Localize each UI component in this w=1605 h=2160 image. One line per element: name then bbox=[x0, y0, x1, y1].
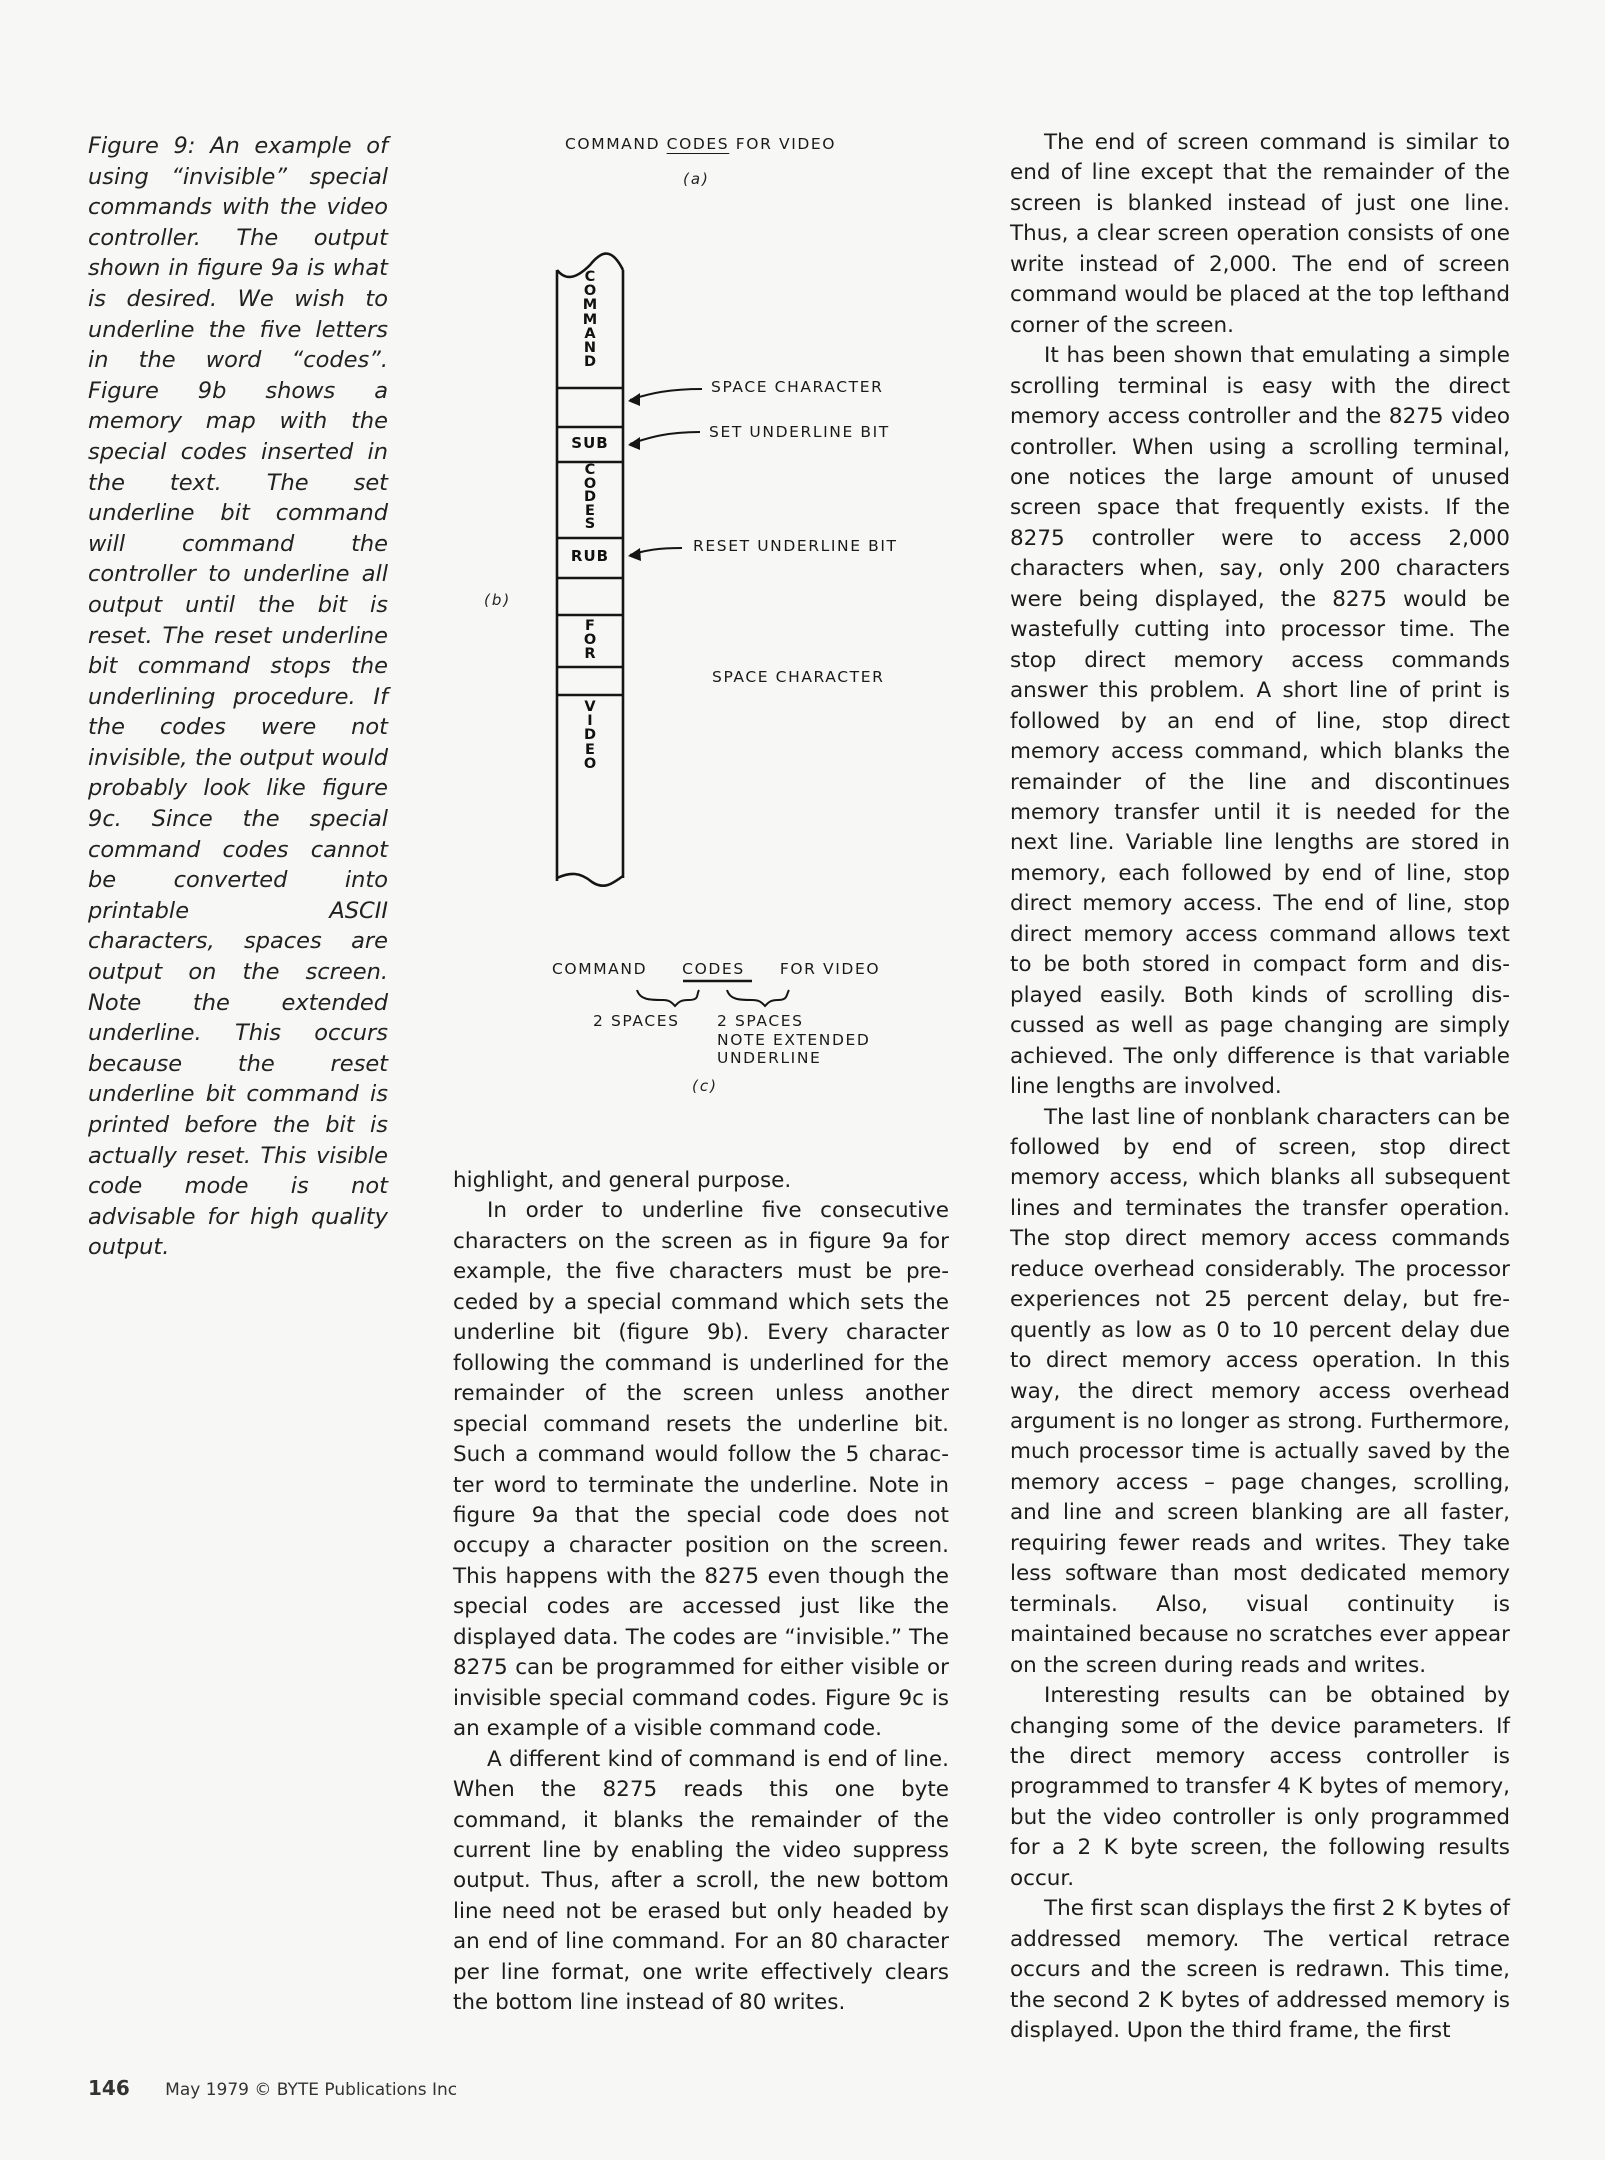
page-footer bbox=[88, 2076, 457, 2100]
annotation-space-character-2: SPACE CHARACTER bbox=[712, 668, 885, 686]
paragraph: Interesting results can be obtained by changing some of the device parameters. If the direct memory access controller is programmed to transfer 4 K bytes of memory, but the video controller is only programmed for a 2 K byte screen, the following results occur. bbox=[1010, 1683, 1510, 1891]
brace-right-line: NOTE EXTENDED bbox=[717, 1030, 871, 1049]
cell-command: C O M M A N D bbox=[582, 269, 598, 371]
brace-right-line: 2 SPACES bbox=[717, 1012, 804, 1030]
figure-9b-label: (b) bbox=[484, 591, 512, 609]
cell-rub: RUB bbox=[570, 547, 610, 565]
fig-a-word: COMMAND bbox=[565, 135, 661, 153]
article-column-middle bbox=[453, 1166, 949, 2019]
figure-caption: Figure 9: An example of using “invisible” special commands with the video controller. The output shown in figure 9a is what is desired. We wish to underline the five letters in the word “codes”. Figure 9b shows a memory map with the special codes inserted in the text. The set underline bit command will command the controller to underline all output until the bit is reset. The reset underline bit command stops the underlining procedure. If the codes were not invisible, the output would probably look like figure 9c. Since the special command codes cannot be converted into printable ASCII characters, spaces are output on the screen. Note the extended underline. This occurs because the reset underline bit command is printed before the bit is actually reset. This visible code mode is not advisable for high quality output. bbox=[88, 133, 388, 1261]
paragraph: The first scan displays the first 2 K bytes of addressed memory. The vertical retrace occurs and the screen is redrawn. This time, the second 2 K bytes of addressed memory is displayed. Upon the third frame, the first bbox=[1010, 1896, 1510, 2044]
paragraph: The end of screen command is similar to end of line except that the remainder of the screen is blanked instead of just one line. Thus, a clear screen operation consists of one write instead of 2,000. The end of screen command would be placed at the top lefthand corner of the screen. bbox=[1010, 130, 1510, 338]
fig-c-word: CODES bbox=[682, 960, 745, 978]
fig-a-underlined-word: CODES bbox=[666, 135, 730, 153]
brace-right-line: UNDERLINE bbox=[717, 1049, 822, 1067]
page-number: 146 bbox=[88, 2076, 130, 2100]
article-column-right bbox=[1010, 128, 1510, 2047]
fig-c-word: COMMAND bbox=[552, 960, 648, 978]
annotation-set-underline-bit: SET UNDERLINE BIT bbox=[709, 423, 890, 441]
fig-c-word: FOR VIDEO bbox=[779, 960, 881, 978]
publication-info: May 1979 © BYTE Publications Inc bbox=[165, 2080, 458, 2100]
paragraph: highlight, and general purpose. bbox=[453, 1168, 792, 1193]
paragraph: It has been shown that emulating a simple scrolling terminal is easy with the direct memory access controller and the 8275 video controller. When using a scrolling terminal, one notices the large amount of unused screen space that frequently exists. If the 8275 controller were to access 2,000 characters when, say, only 200 characters were being displayed, the 8275 would be wastefully cutting into processor time. The stop direct memory access commands answer this problem. A short line of print is followed by an end of line, stop direct memory access command, which blanks the remainder of the line and discontinues memory transfer until it is needed for the next line. Variable line lengths are stored in memory, each followed by end of line, stop direct memory access. The end of line, stop direct memory access command allows text to be both stored in compact form and displayed easily. Both kinds of scrolling discussed as well as page changing are simply achieved. The only difference is that variable line lengths are involved. bbox=[1010, 343, 1510, 1100]
brace-left-label: 2 SPACES bbox=[593, 1012, 680, 1030]
annotation-reset-underline-bit: RESET UNDERLINE BIT bbox=[693, 537, 898, 555]
paragraph: The last line of nonblank characters can be followed by end of screen, stop direct memory access, which blanks all subsequent lines and terminates the transfer operation. The stop direct memory access commands reduce overhead considerably. The processor experiences not 25 percent delay, but frequently as low as 0 to 10 percent delay due to direct memory access operation. In this way, the direct memory access overhead argument is no longer as strong. Furthermore, much processor time is actually saved by the memory access – page changes, scrolling, and line and screen blanking are all faster, requiring fewer reads and writes. They take less software than most dedicated memory terminals. Also, visual continuity is maintained because no scratches ever appear on the screen during reads and writes. bbox=[1010, 1104, 1510, 1678]
figure-9a-label: (a) bbox=[683, 170, 710, 188]
cell-video: V I D E O bbox=[583, 699, 597, 772]
paragraph: A different kind of command is end of line. When the 8275 reads this one byte command, it blanks the remainder of the current line by enabling the video suppress output. Thus, after a scroll, the new bottom line need not be erased but only headed by an end of line command. For an 80 character per line format, one write effectively clears the bottom line instead of 80 writes. bbox=[453, 1746, 949, 2016]
cell-codes: C O D E S bbox=[583, 462, 597, 533]
figure-9c-label: (c) bbox=[692, 1077, 718, 1095]
fig-a-word: FOR bbox=[735, 135, 773, 153]
cell-sub: SUB bbox=[571, 434, 609, 452]
annotation-space-character: SPACE CHARACTER bbox=[711, 378, 884, 396]
fig-a-word: VIDEO bbox=[778, 135, 837, 153]
paragraph: In order to underline five consecutive characters on the screen as in figure 9a for example, the five characters must be preceded by a special command which sets the underline bit (figure 9b). Every character following the command is underlined for the remainder of the screen unless another special command resets the underline bit. Such a command would follow the 5 character word to terminate the underline. Note in figure 9a that the special code does not occupy a character position on the screen. This happens with the 8275 even though the special codes are accessed just like the displayed data. The codes are “invisible.” The 8275 can be programmed for either visible or invisible special command codes. Figure 9c is an example of a visible command code. bbox=[453, 1198, 949, 1742]
brace-right-label bbox=[717, 1012, 870, 1068]
cell-for: F O R bbox=[583, 618, 597, 663]
